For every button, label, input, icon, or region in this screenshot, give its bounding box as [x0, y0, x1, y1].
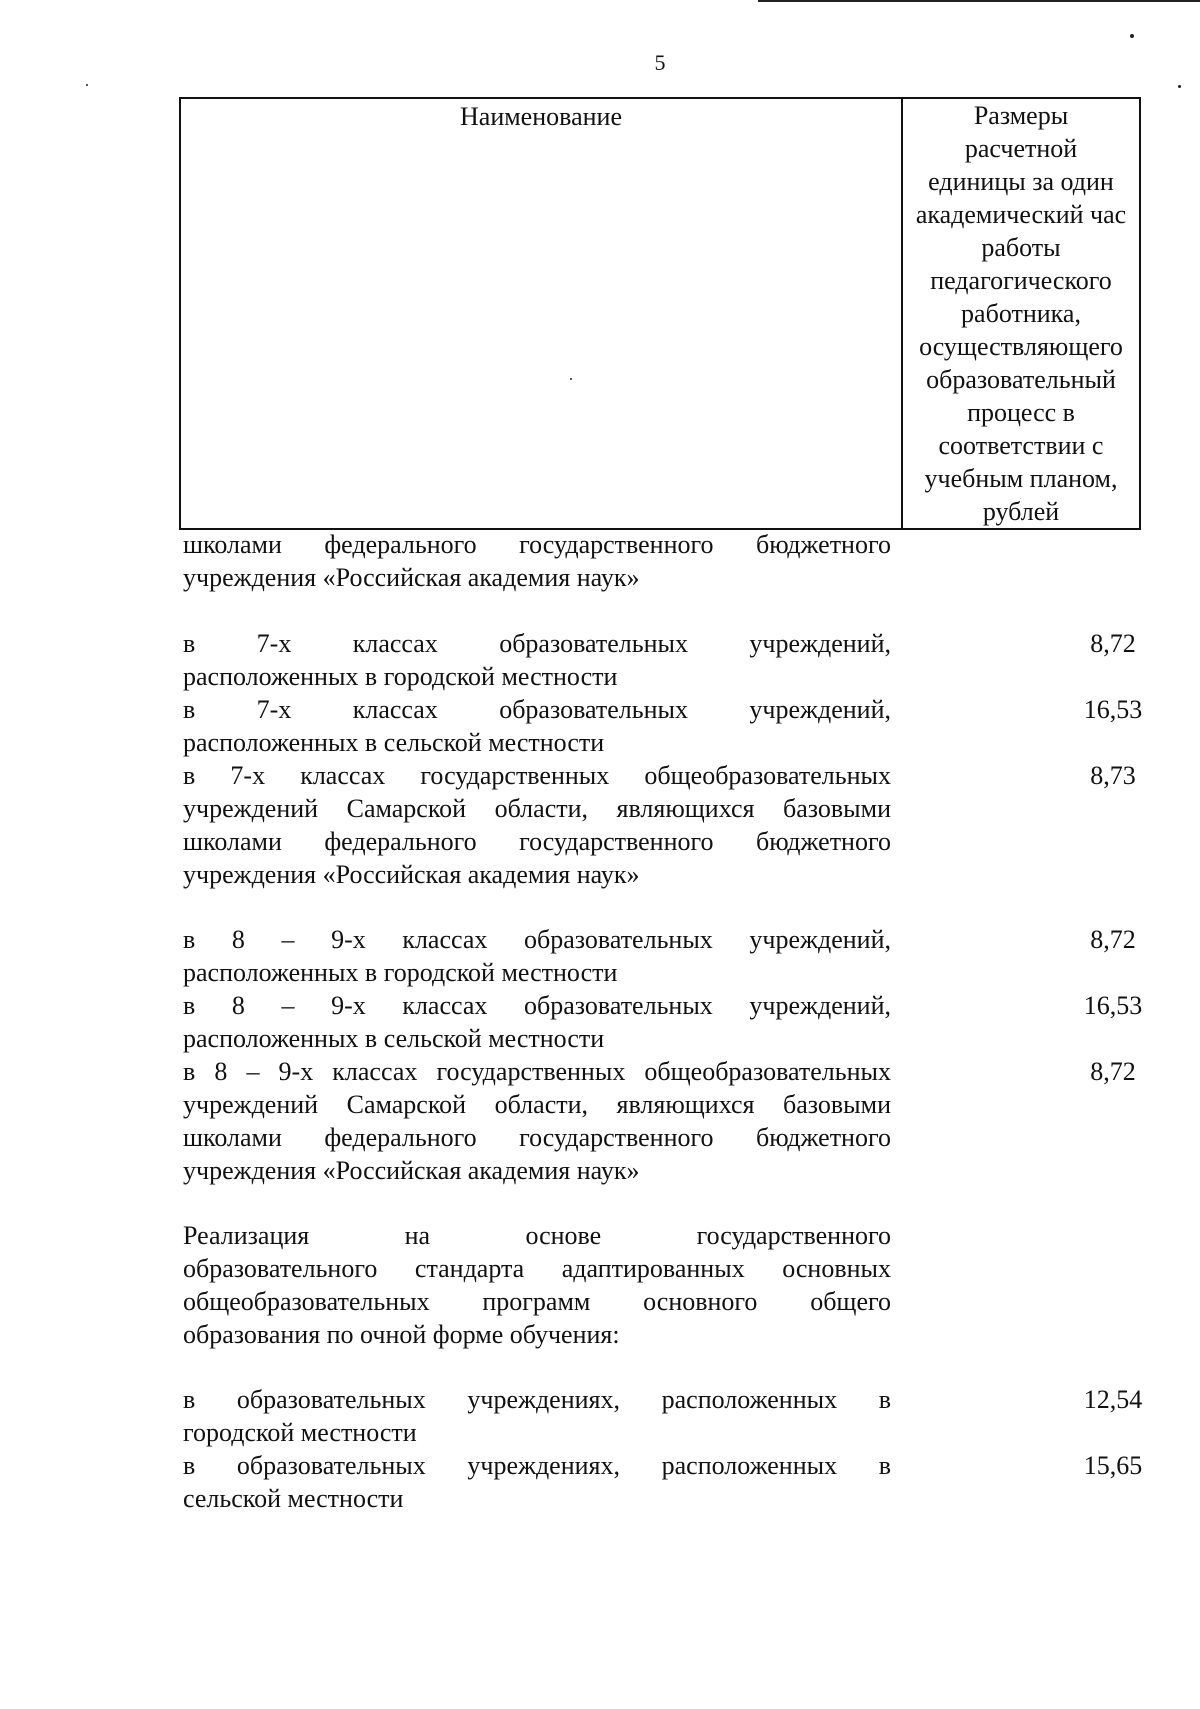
- row-value: 15,65: [1083, 1451, 1143, 1480]
- row-name-line: в 8 – 9-х классах образовательных учреждений,: [183, 991, 891, 1020]
- row-name-line: учреждения «Российская академия наук»: [183, 860, 640, 889]
- row-name-line: учреждения «Российская академия наук»: [183, 563, 640, 592]
- column-header-size: [902, 98, 1140, 529]
- row-name: [183, 1449, 891, 1515]
- row-name-line: расположенных в городской местности: [183, 958, 618, 987]
- row-name-line: школами федерального государственного бюджетного: [183, 1123, 891, 1152]
- row-value: 8,72: [1090, 925, 1136, 954]
- column-header-size-line: рублей: [982, 497, 1060, 526]
- row-name-line: расположенных в сельской местности: [183, 728, 605, 757]
- row-name: [183, 693, 891, 759]
- row-name-line: сельской местности: [183, 1484, 404, 1513]
- row-name: [183, 1383, 891, 1449]
- column-header-size-line: расчетной: [964, 134, 1078, 163]
- row-value: 16,53: [1083, 991, 1143, 1020]
- row-name-line: школами федерального государственного бюджетного: [183, 530, 891, 559]
- column-header-size-line: работы: [981, 233, 1061, 262]
- column-header-size-line: Размеры: [973, 101, 1069, 130]
- row-name-line: образовательного стандарта адаптированных основных: [183, 1254, 891, 1283]
- column-header-name-label: Наименование: [460, 102, 622, 131]
- column-header-size-line: осуществляющего: [919, 332, 1123, 361]
- row-name-line: в 8 – 9-х классах государственных общеобразовательных: [183, 1057, 891, 1086]
- column-header-size-line: работника,: [961, 299, 1081, 328]
- row-name-line: расположенных в сельской местности: [183, 1024, 605, 1053]
- row-name-line: учреждений Самарской области, являющихся базовыми: [183, 1090, 891, 1119]
- column-header-size-line: педагогического: [930, 266, 1112, 295]
- row-name: [183, 528, 891, 594]
- table-header: [179, 97, 1141, 530]
- row-value: 16,53: [1083, 695, 1143, 724]
- row-name-line: учреждений Самарской области, являющихся базовыми: [183, 794, 891, 823]
- row-name-line: образования по очной форме обучения:: [183, 1320, 620, 1349]
- column-header-size-line: академический час: [915, 200, 1127, 229]
- scan-speck: [1130, 34, 1134, 38]
- column-header-size-line: учебным планом,: [924, 464, 1118, 493]
- row-name-line: в 8 – 9-х классах образовательных учреждений,: [183, 925, 891, 954]
- row-name-line: в 7-х классах образовательных учреждений,: [183, 695, 891, 724]
- column-header-size-line: образовательный: [926, 365, 1116, 394]
- row-name-line: в 7-х классах образовательных учреждений,: [183, 629, 891, 658]
- row-name: [183, 1219, 891, 1351]
- row-name-line: расположенных в городской местности: [183, 662, 618, 691]
- row-name: [183, 989, 891, 1055]
- row-value: 8,72: [1090, 1057, 1136, 1086]
- row-name-line: учреждения «Российская академия наук»: [183, 1156, 640, 1185]
- row-name-line: школами федерального государственного бюджетного: [183, 827, 891, 856]
- row-value: 12,54: [1083, 1385, 1143, 1414]
- page-number: 5: [654, 50, 666, 75]
- row-name-line: общеобразовательных программ основного общего: [183, 1287, 891, 1316]
- column-header-size-line: соответствии с: [938, 431, 1104, 460]
- row-name: [183, 759, 891, 891]
- scan-speck: [86, 84, 88, 86]
- row-name-line: в образовательных учреждениях, расположенных в: [183, 1451, 891, 1480]
- row-name: [183, 627, 891, 693]
- row-name-line: Реализация на основе государственного: [183, 1221, 891, 1250]
- scan-speck: [1178, 85, 1181, 88]
- column-header-size-line: процесс в: [967, 398, 1075, 427]
- column-header-size-line: единицы за один: [928, 167, 1114, 196]
- row-value: 8,73: [1090, 761, 1136, 790]
- row-value: 8,72: [1090, 629, 1136, 658]
- row-name: [183, 923, 891, 989]
- column-header-name: [180, 98, 902, 529]
- row-name: [183, 1055, 891, 1187]
- row-name-line: городской местности: [183, 1418, 417, 1447]
- scan-top-rule: [758, 0, 1200, 2]
- row-name-line: в 7-х классах государственных общеобразовательных: [183, 761, 891, 790]
- row-name-line: в образовательных учреждениях, расположенных в: [183, 1385, 891, 1414]
